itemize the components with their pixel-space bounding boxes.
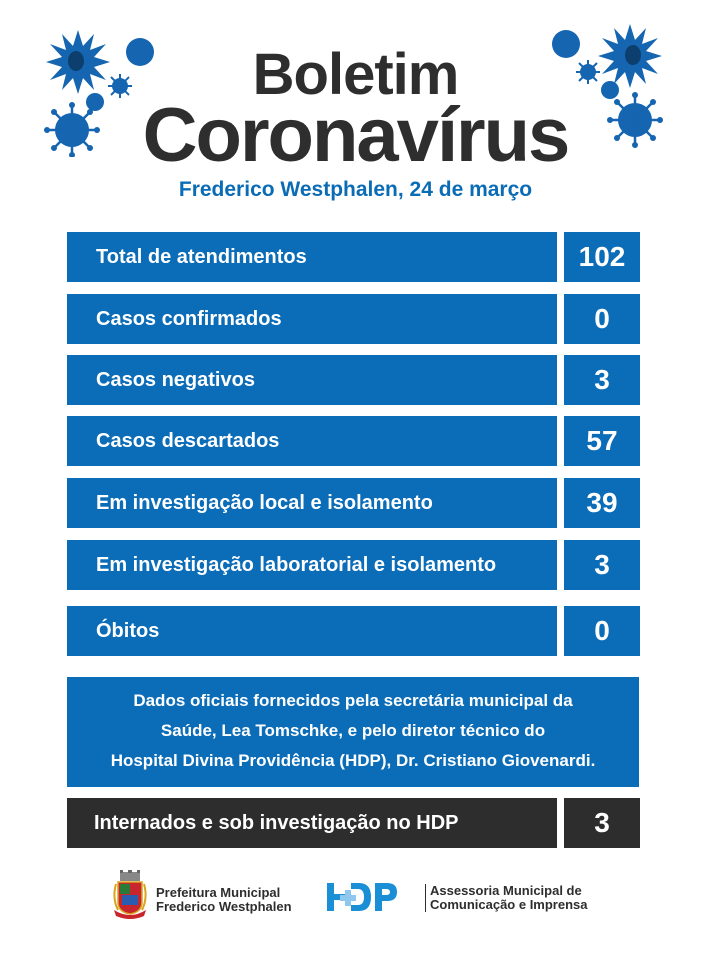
row-label: Total de atendimentos (67, 232, 557, 282)
prefeitura-coat-of-arms-icon (110, 870, 150, 922)
assessoria-line-2: Comunicação e Imprensa (430, 897, 588, 912)
info-line-1: Dados oficiais fornecidos pela secretária municipal da (133, 691, 573, 710)
row-value: 0 (564, 606, 640, 656)
row-label: Casos descartados (67, 416, 557, 466)
row-label: Casos negativos (67, 355, 557, 405)
assessoria-line-1: Assessoria Municipal de (430, 883, 582, 898)
title-boletim: Boletim (252, 42, 459, 107)
row-label: Casos confirmados (67, 294, 557, 344)
prefeitura-name (156, 886, 292, 914)
row-value: 3 (564, 798, 640, 848)
info-line-2: Saúde, Lea Tomschke, e pelo diretor técnico do (160, 721, 546, 740)
info-source-box (67, 677, 639, 787)
title-coronavirus: Coronavírus (142, 93, 569, 178)
hdp-logo (325, 878, 400, 918)
row-label: Em investigação laboratorial e isolamento (67, 540, 557, 590)
row-value: 102 (564, 232, 640, 282)
row-label: Em investigação local e isolamento (67, 478, 557, 528)
info-line-3: Hospital Divina Providência (HDP), Dr. Cristiano Giovenardi. (110, 751, 596, 770)
row-value: 39 (564, 478, 640, 528)
row-label: Internados e sob investigação no HDP (67, 798, 557, 848)
row-label: Óbitos (67, 606, 557, 656)
subtitle-location-date: Frederico Westphalen, 24 de março (178, 178, 533, 201)
row-value: 3 (564, 540, 640, 590)
divider (425, 884, 426, 912)
prefeitura-line-2: Frederico Westphalen (156, 899, 292, 914)
prefeitura-line-1: Prefeitura Municipal (156, 885, 281, 900)
assessoria-name (430, 884, 588, 912)
row-value: 57 (564, 416, 640, 466)
row-value: 0 (564, 294, 640, 344)
hdp-logo-icon (325, 878, 400, 918)
row-value: 3 (564, 355, 640, 405)
